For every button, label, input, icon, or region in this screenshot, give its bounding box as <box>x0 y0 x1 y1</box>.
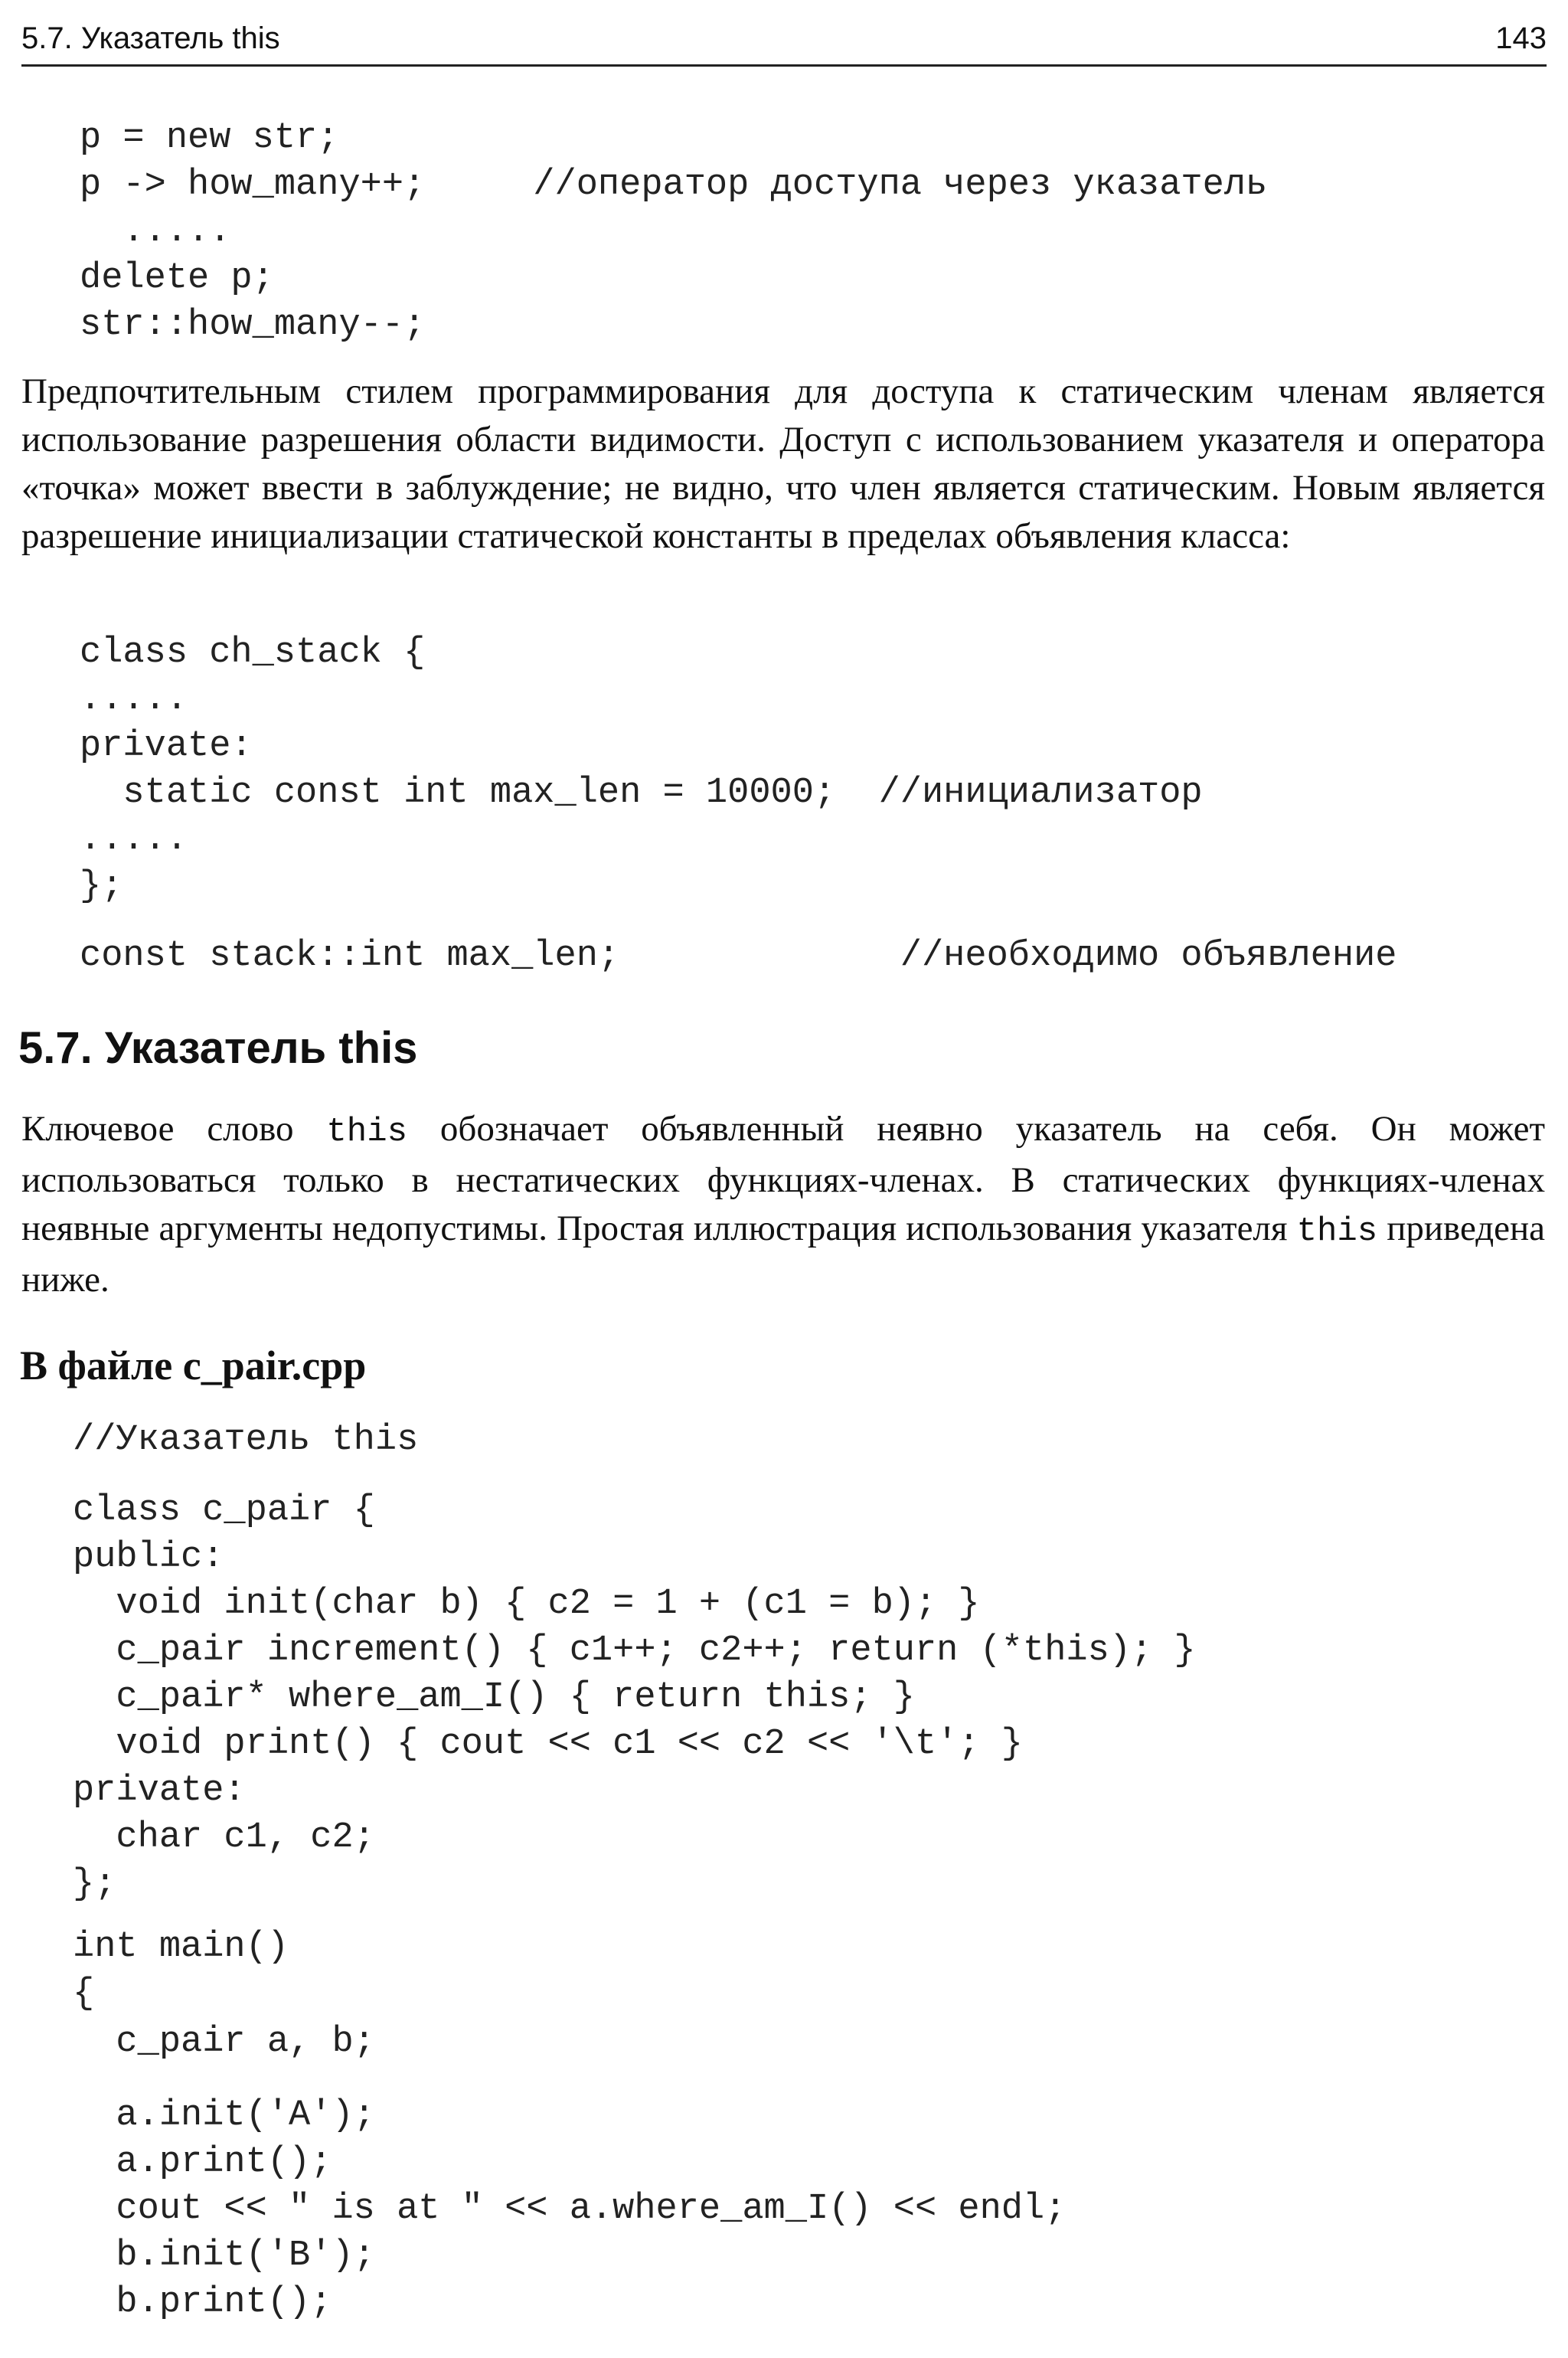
code-line: p = new str; <box>80 118 339 159</box>
file-heading: В файле c_pair.cpp <box>20 1343 367 1388</box>
paragraph-static-members: Предпочтительным стилем программирования для доступа к статическим членам является использование разрешения области видимости. Доступ с использованием указателя и оператора «точка» может ввести в заблуждение; не видно, что член является статическим. Новым является разрешение инициализации статической константы в пределах объявления класса: <box>21 371 1545 556</box>
code-listing-main-body <box>73 2092 1066 2326</box>
paragraph-text: обозначает объявленный неявно указатель на себя. Он может использоваться только в нестатических функциях-членах. В статических функциях-членах неявные аргументы недопустимы. Простая иллюстрация использования указателя <box>21 1109 1545 1248</box>
code-line: { <box>73 1974 95 2014</box>
code-line: ..... <box>80 819 188 860</box>
code-line: delete p; <box>80 258 274 299</box>
code-line: p -> how_many++; //оператор доступа через указатель <box>80 165 1268 205</box>
page-number: 143 <box>1495 21 1547 55</box>
code-line: private: <box>80 726 253 767</box>
code-snippet-class-ch-stack <box>80 630 1203 910</box>
code-line: void print() { cout << c1 << c2 << '\t'; } <box>73 1724 1024 1764</box>
code-snippet-declaration <box>80 933 1396 980</box>
code-listing-main-head <box>73 1924 289 2017</box>
code-listing-class-c-pair <box>73 1487 1196 1908</box>
code-line: a.init('A'); <box>73 2095 375 2136</box>
code-line: c_pair a, b; <box>73 2022 375 2062</box>
paragraph-this-pointer <box>21 1105 1545 1304</box>
code-line: str::how_many--; <box>80 305 426 345</box>
code-line: static const int max_len = 10000; //инициализатор <box>80 773 1203 813</box>
code-line: a.print(); <box>73 2142 332 2183</box>
keyword-this: this <box>1296 1212 1378 1251</box>
code-line: private: <box>73 1771 246 1811</box>
code-line: void init(char b) { c2 = 1 + (c1 = b); } <box>73 1584 980 1624</box>
code-line: char c1, c2; <box>73 1817 375 1858</box>
code-line: ..... <box>80 679 188 720</box>
code-line: ..... <box>80 211 231 252</box>
paragraph-text: Ключевое слово <box>21 1109 327 1149</box>
section-heading: 5.7. Указатель this <box>18 1023 418 1073</box>
paragraph-text: приведена ниже. <box>21 1208 1545 1300</box>
code-line: c_pair* where_am_I() { return this; } <box>73 1677 915 1718</box>
running-head <box>21 17 1547 67</box>
code-line: class c_pair { <box>73 1490 375 1531</box>
code-line: public: <box>73 1537 224 1578</box>
code-listing-declaration <box>73 2019 375 2065</box>
code-listing-comment <box>73 1417 418 1464</box>
code-line: c_pair increment() { c1++; c2++; return (*this); } <box>73 1630 1196 1671</box>
code-line: b.init('B'); <box>73 2235 375 2276</box>
running-head-title: 5.7. Указатель this <box>21 21 280 55</box>
code-line: cout << " is at " << a.where_am_I() << endl; <box>73 2189 1067 2229</box>
code-line: }; <box>73 1864 116 1905</box>
code-line: const stack::int max_len; //необходимо объявление <box>80 936 1397 976</box>
keyword-this: this <box>326 1113 408 1151</box>
code-snippet-pointer-access <box>80 115 1267 348</box>
code-line: b.print(); <box>73 2282 332 2323</box>
code-line: }; <box>80 866 123 907</box>
code-line: int main() <box>73 1927 289 1967</box>
code-line: class ch_stack { <box>80 633 426 673</box>
code-line: //Указатель this <box>73 1420 419 1460</box>
